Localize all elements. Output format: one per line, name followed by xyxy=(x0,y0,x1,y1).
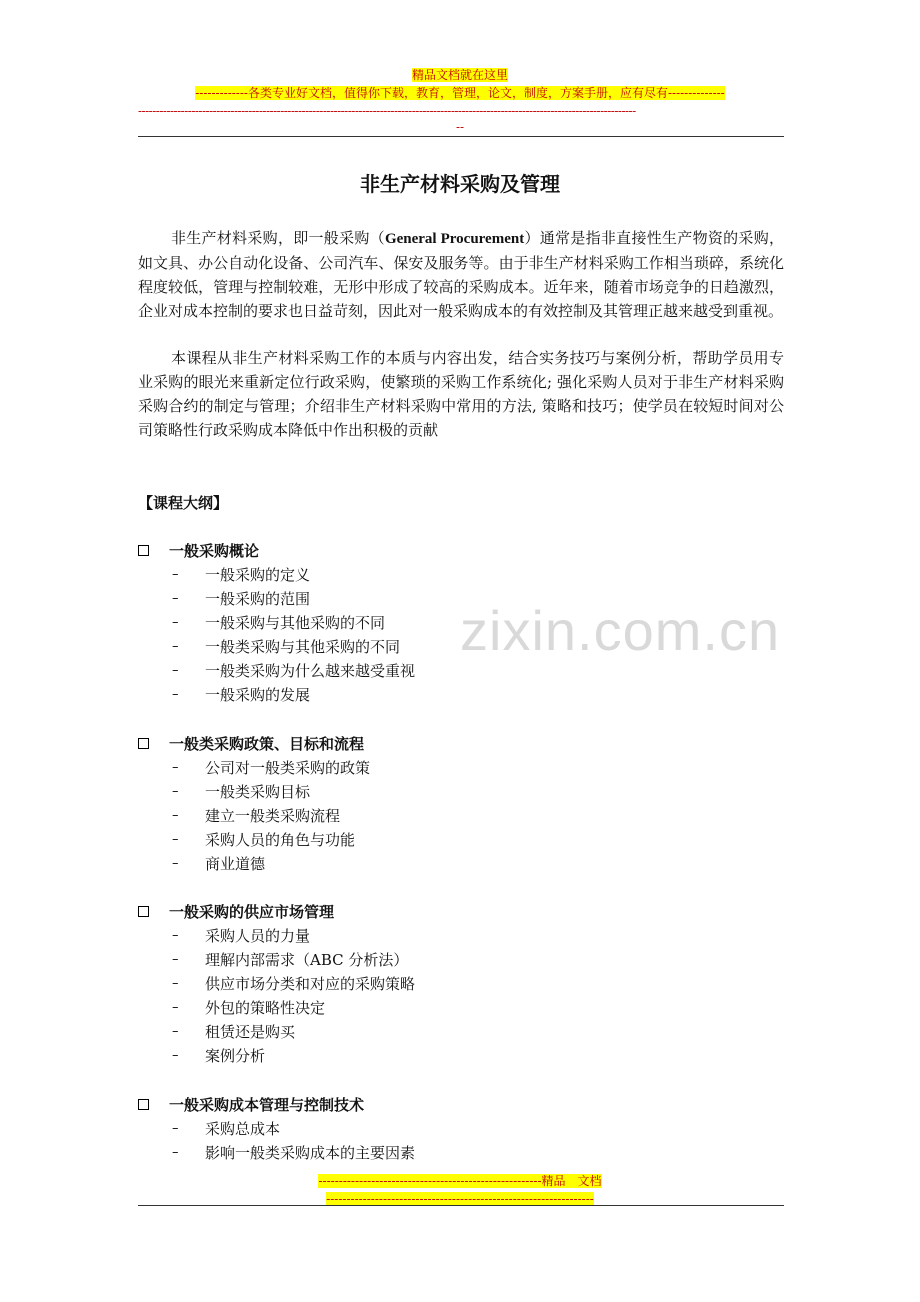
outline-item-label: 一般类采购为什么越来越受重视 xyxy=(205,662,416,680)
outline-item-label: 商业道德 xyxy=(205,855,266,873)
header-rule xyxy=(138,136,784,137)
dash-bullet: – xyxy=(172,808,179,823)
dash-bullet: – xyxy=(172,1048,179,1063)
outline-section-label: 一般采购概论 xyxy=(169,542,260,560)
dash-bullet: – xyxy=(172,976,179,991)
footer-banner-line1 xyxy=(0,1170,920,1189)
outline-item-label: 一般采购的发展 xyxy=(205,686,311,704)
outline-item xyxy=(172,805,340,826)
outline-section-title xyxy=(138,1094,364,1115)
outline-item-label: 租赁还是购买 xyxy=(205,1023,296,1041)
outline-item-label: 一般采购的定义 xyxy=(205,566,311,584)
outline-item xyxy=(172,781,310,802)
outline-item xyxy=(172,660,415,681)
dash-bullet: – xyxy=(172,639,179,654)
outline-heading: 【课程大纲】 xyxy=(138,494,229,512)
outline-item-label: 理解内部需求（ABC 分析法） xyxy=(205,951,409,969)
intro-paragraph-1 xyxy=(138,226,784,323)
checkbox-icon xyxy=(138,1099,149,1110)
dash-bullet: – xyxy=(172,687,179,702)
checkbox-icon xyxy=(138,906,149,917)
outline-item-label: 采购人员的力量 xyxy=(205,927,311,945)
document-title: 非生产材料采购及管理 xyxy=(360,172,560,196)
dash-bullet: – xyxy=(172,591,179,606)
outline-item xyxy=(172,925,310,946)
dash-bullet: – xyxy=(172,663,179,678)
dash-bullet: – xyxy=(172,1000,179,1015)
outline-item-label: 一般采购的范围 xyxy=(205,590,311,608)
outline-item xyxy=(172,997,325,1018)
footer-banner-dashes: ------------------------------------------------------------------ xyxy=(326,1192,594,1206)
outline-section-title xyxy=(138,901,334,922)
outline-item-label: 外包的策略性决定 xyxy=(205,999,326,1017)
intro-text-b: ）通常是指非直接性生产物资的采购，如文具、办公自动化设备、公司汽车、保安及服务等。由于非生产材料采购工作相当琐碎，系统化程度较低，管理与控制较难，无形中形成了较高的采购成本。近年来，随着市场竞争的日趋激烈，企业对成本控制的要求也日益苛刻，因此对一般采购成本的有效控制及其管理正越来越受到重视。 xyxy=(138,229,784,320)
watermark: zixin.com.cn xyxy=(460,599,781,662)
dash-bullet: – xyxy=(172,1121,179,1136)
outline-item xyxy=(172,684,310,705)
outline-item xyxy=(172,1118,280,1139)
dash-bullet: – xyxy=(172,856,179,871)
outline-section-title xyxy=(138,733,364,754)
outline-item xyxy=(172,829,355,850)
outline-item xyxy=(172,757,370,778)
outline-item xyxy=(172,853,265,874)
outline-item xyxy=(172,588,310,609)
outline-item-label: 采购总成本 xyxy=(205,1120,281,1138)
outline-item-label: 一般类采购与其他采购的不同 xyxy=(205,638,401,656)
dash-bullet: – xyxy=(172,615,179,630)
outline-item xyxy=(172,612,385,633)
outline-item xyxy=(172,1045,265,1066)
header-dash-tail: -- xyxy=(455,120,465,134)
dash-bullet: – xyxy=(172,952,179,967)
dash-bullet: – xyxy=(172,1145,179,1160)
footer-banner-text: -------------------------------------------------------精品 文档 xyxy=(318,1174,602,1188)
outline-item-label: 建立一般类采购流程 xyxy=(205,807,341,825)
dash-bullet: – xyxy=(172,567,179,582)
outline-item-label: 公司对一般类采购的政策 xyxy=(205,759,371,777)
dash-bullet: – xyxy=(172,760,179,775)
dash-bullet: – xyxy=(172,1024,179,1039)
header-banner-line2 xyxy=(0,85,920,101)
checkbox-icon xyxy=(138,545,149,556)
header-banner-text: 精品文档就在这里 xyxy=(411,68,508,82)
outline-section-label: 一般采购成本管理与控制技术 xyxy=(169,1096,365,1114)
header-dash-row: -------------------------------------------------------------------------------------------------------------------------------------------- xyxy=(138,104,636,118)
outline-item-label: 采购人员的角色与功能 xyxy=(205,831,356,849)
dash-bullet: – xyxy=(172,784,179,799)
intro-paragraph-2: 本课程从非生产材料采购工作的本质与内容出发，结合实务技巧与案例分析，帮助学员用专业采购的眼光来重新定位行政采购，使繁琐的采购工作系统化; 强化采购人员对于非生产材料采购采购合约的制定与管理；介绍非生产材料采购中常用的方法, 策略和技巧；使学员在较短时间对公司策略性行政采购成本降低中作出积极的贡献 xyxy=(138,349,784,439)
dash-bullet: – xyxy=(172,928,179,943)
intro-term: General Procurement xyxy=(384,231,525,247)
outline-item xyxy=(172,636,400,657)
header-banner-line1 xyxy=(0,67,920,83)
footer-rule xyxy=(138,1205,784,1206)
outline-item-label: 影响一般类采购成本的主要因素 xyxy=(205,1144,416,1162)
outline-item xyxy=(172,1021,295,1042)
outline-section-label: 一般类采购政策、目标和流程 xyxy=(169,735,365,753)
outline-section-title xyxy=(138,540,259,561)
outline-item xyxy=(172,1142,415,1163)
outline-item xyxy=(172,564,310,585)
checkbox-icon xyxy=(138,738,149,749)
outline-section-label: 一般采购的供应市场管理 xyxy=(169,903,335,921)
outline-item-label: 案例分析 xyxy=(205,1047,266,1065)
intro-text-a: 非生产材料采购，即一般采购（ xyxy=(171,229,385,247)
header-banner-tagline: -------------各类专业好文档，值得你下载，教育，管理，论文，制度，方案手册，应有尽有-------------- xyxy=(195,86,725,100)
outline-item xyxy=(172,973,415,994)
outline-item-label: 一般采购与其他采购的不同 xyxy=(205,614,386,632)
outline-item xyxy=(172,949,408,970)
outline-item-label: 一般类采购目标 xyxy=(205,783,311,801)
outline-item-label: 供应市场分类和对应的采购策略 xyxy=(205,975,416,993)
dash-bullet: – xyxy=(172,832,179,847)
